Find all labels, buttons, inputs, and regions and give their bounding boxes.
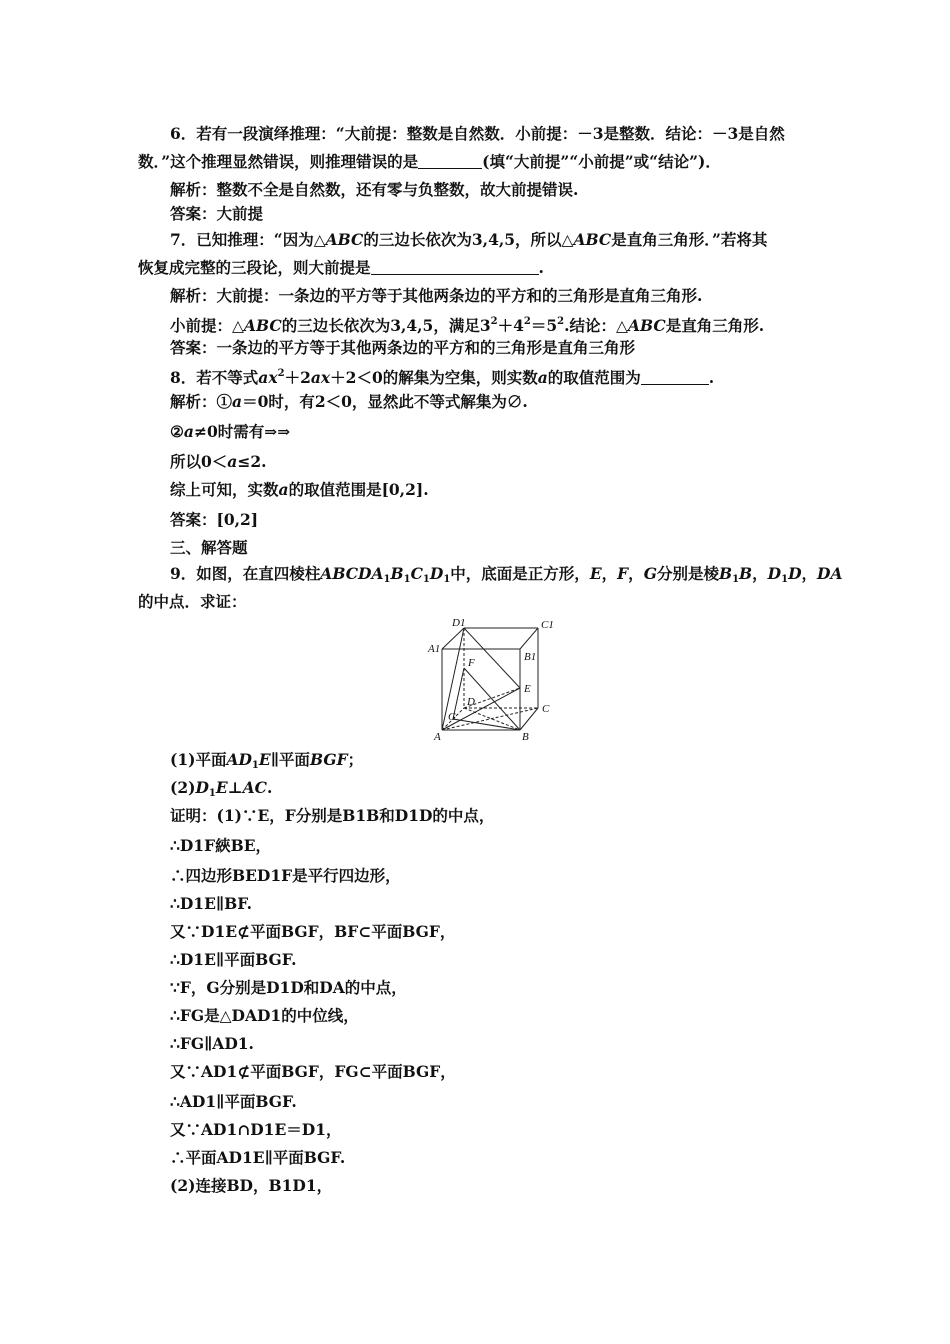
q6-answer: 答案：大前提 <box>170 204 264 223</box>
proof-line: (2)连接BD，B1D1， <box>170 1176 333 1195</box>
label-E: E <box>524 683 531 695</box>
prism-diagram <box>420 612 570 748</box>
label-A1: A1 <box>428 643 441 655</box>
q6-analysis: 解析：整数不全是自然数，还有零与负整数，故大前提错误. <box>170 180 579 199</box>
label-A: A <box>434 731 441 743</box>
label-C1: C1 <box>541 619 554 631</box>
q9-line-2: 的中点．求证： <box>138 592 247 611</box>
proof-line: ∴D1E∥平面BGF. <box>170 950 297 969</box>
proof-line: 证明：(1)∵E，F分别是B1B和D1D的中点， <box>170 806 495 825</box>
q7-line-1: 7．已知推理：“因为△ABC的三边长依次为3,4,5，所以△ABC是直角三角形．”若将其 <box>170 230 768 249</box>
proof-line: ∴四边形BED1F是平行四边形， <box>170 866 401 885</box>
q8-analysis-1: 解析：①a＝0时，有2＜0，显然此不等式解集为∅. <box>170 392 528 411</box>
label-D1: D1 <box>452 617 466 629</box>
q7-analysis: 解析：大前提：一条边的平方等于其他两条边的平方和的三角形是直角三角形. <box>170 286 703 305</box>
label-B1: B1 <box>524 651 537 663</box>
proof-line: ∵F，G分别是D1D和DA的中点， <box>170 978 407 997</box>
proof-line: ∴平面AD1E∥平面BGF. <box>170 1148 346 1167</box>
proof-line: 又∵AD1∩D1E＝D1， <box>170 1120 342 1139</box>
q8-analysis-3: 所以0＜a≤2. <box>170 452 267 471</box>
label-G: G <box>448 711 456 723</box>
q7-answer: 答案：一条边的平方等于其他两条边的平方和的三角形是直角三角形 <box>170 338 636 357</box>
answer-blank <box>641 370 709 385</box>
q8-line-1: 8．若不等式$ax^2+2ax+2<0$的解集为空集，则实数a的取值范围为 . <box>170 368 715 387</box>
segment-GB <box>453 719 520 730</box>
diagonal-AC-hidden <box>442 708 538 730</box>
diagonal-BD-hidden <box>464 708 520 730</box>
q9-line-1: 9．如图，在直四棱柱$ABCDA_1B_1C_1D_1$中，底面是正方形，E，F，G分别是棱$B_1B$，$D_1D$，DA <box>170 564 843 585</box>
label-D: D <box>467 696 475 708</box>
section-heading: 三、解答题 <box>170 538 248 557</box>
answer-blank <box>371 260 539 275</box>
proof-line: ∴FG是△DAD1的中位线， <box>170 1006 359 1025</box>
answer-blank <box>418 154 482 169</box>
q8-analysis-4: 综上可知，实数a的取值范围是[0,2]. <box>170 480 429 499</box>
q7-minor-premise: 小前提：△ABC的三边长依次为3,4,5，满足$3^2+4^2=5^2$.结论：△ABC是直角三角形. <box>170 316 765 335</box>
q9-part-1: (1)平面$AD_1E\parallel$平面BGF； <box>170 750 364 771</box>
prism-figure <box>420 612 570 748</box>
edge-B1C1 <box>520 628 538 649</box>
proof-line: 又∵AD1⊄平面BGF，FG⊂平面BGF， <box>170 1062 456 1081</box>
label-F: F <box>468 657 475 669</box>
q7-line-2: 恢复成完整的三段论，则大前提是 . <box>138 258 544 277</box>
q6-line-2: 数．”这个推理显然错误，则推理错误的是 (填“大前提”“小前提”或“结论”)． <box>138 152 721 171</box>
edge-A1D1 <box>442 628 464 649</box>
label-B: B <box>522 731 529 743</box>
q8-answer: 答案：[0,2] <box>170 510 259 529</box>
q8-analysis-2: ②a≠0时需有⇒⇒ <box>170 422 291 441</box>
proof-line: 又∵D1E⊄平面BGF，BF⊂平面BGF， <box>170 922 456 941</box>
q9-part-2: $(2)D_1E\perp AC$. <box>170 778 273 799</box>
proof-line: ∴AD1∥平面BGF. <box>170 1092 297 1111</box>
q6-line-1: 6．若有一段演绎推理：“大前提：整数是自然数．小前提：－3是整数．结论：－3是自然 <box>170 124 785 143</box>
proof-line: ∴D1F綊BE， <box>170 836 272 855</box>
proof-line: ∴FG∥AD1. <box>170 1034 254 1053</box>
proof-line: ∴D1E∥BF. <box>170 894 253 913</box>
label-C: C <box>542 703 550 715</box>
